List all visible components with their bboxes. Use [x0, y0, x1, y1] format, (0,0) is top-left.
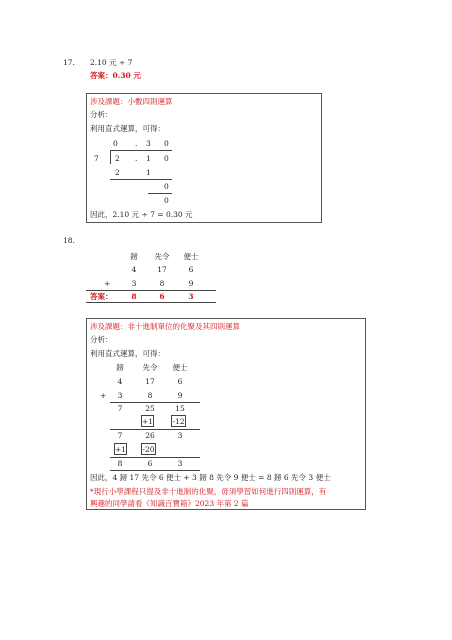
q18-box-row1-shilling: 17 — [145, 377, 155, 386]
q17-step-digit: 1 — [146, 168, 151, 177]
q18-carry-value: +1 — [141, 417, 154, 426]
q18-header-shilling: 先令 — [154, 252, 170, 261]
q18-box-result-pence: 3 — [177, 459, 183, 468]
q18-box-row3-pence: 15 — [175, 404, 185, 413]
q17-number: 17. — [63, 58, 75, 67]
q18-row1-pound: 4 — [131, 265, 137, 274]
q18-box-row2-shilling: 8 — [147, 391, 153, 400]
q17-quotient-point: . — [135, 139, 138, 148]
q18-box-row4-pound: 7 — [117, 431, 123, 440]
q17-question: 2.10 元 ÷ 7 — [90, 58, 133, 67]
q18-row2-pound: 3 — [131, 279, 137, 288]
q18-carry-value: -12 — [172, 417, 185, 426]
q18-carry-value: +1 — [114, 445, 127, 454]
q17-conclusion: 因此，2.10 元 ÷ 7 = 0.30 元 — [90, 210, 193, 219]
q18-box-row2-pound: 3 — [117, 391, 123, 400]
q18-box-header-pound: 鎊 — [116, 363, 124, 372]
q17-step-digit: 0 — [164, 196, 169, 205]
q18-box-result-pound: 8 — [117, 459, 123, 468]
q18-answer-pound: 8 — [131, 292, 137, 301]
q17-subtract-line — [110, 179, 172, 180]
q18-analysis-label: 分析： — [90, 335, 113, 344]
q17-quotient-digit: 0 — [164, 139, 169, 148]
q18-box-sum-line — [110, 470, 200, 471]
q18-box-header-shilling: 先令 — [142, 363, 158, 372]
q17-topic-title: 涉及課題：小數四則運算 — [90, 97, 173, 106]
q18-box-row3-pound: 7 — [117, 404, 123, 413]
q18-number: 18. — [63, 236, 75, 245]
q18-sum-line — [86, 302, 216, 303]
q18-header-pence: 便士 — [183, 252, 199, 261]
q17-step-digit: 0 — [164, 182, 169, 191]
q18-plus-sign: + — [104, 279, 111, 288]
q17-division-bar — [110, 150, 172, 151]
q17-dividend-point: . — [135, 154, 138, 163]
q18-row1-pence: 6 — [188, 265, 194, 274]
q18-box-header-pence: 便士 — [172, 363, 188, 372]
q18-box-row4-shilling: 26 — [145, 431, 155, 440]
q18-box-plus-sign: + — [100, 391, 107, 400]
q17-answer: 答案：0.30 元 — [90, 71, 141, 80]
q18-box-row1-pound: 4 — [117, 377, 123, 386]
q18-box-row2-pence: 9 — [177, 391, 183, 400]
q18-sum-line — [86, 290, 216, 291]
q18-conclusion: 因此，4 鎊 17 先令 6 便士 + 3 鎊 8 先令 9 便士 = 8 鎊 6 先令 3 便士 — [90, 473, 331, 482]
q18-note-line2: 興趣的同學請看《知識百寶箱》2023 年第 2 篇 — [90, 499, 249, 508]
q17-method-text: 利用直式運算，可得： — [90, 124, 165, 133]
q18-row2-pence: 9 — [188, 279, 194, 288]
q17-subtract-line — [148, 193, 172, 194]
q18-carry-value: -20 — [142, 445, 155, 454]
q18-box-sum-line — [110, 457, 200, 458]
q17-divisor: 7 — [94, 154, 99, 163]
q18-box-sum-line — [110, 429, 200, 430]
q18-row2-shilling: 8 — [159, 279, 165, 288]
q18-row1-shilling: 17 — [157, 265, 167, 274]
q18-answer-pence: 3 — [188, 292, 194, 301]
q17-analysis-label: 分析： — [90, 110, 113, 119]
q17-explanation-box — [86, 93, 322, 223]
q18-answer-label: 答案： — [90, 292, 113, 301]
q18-box-row3-shilling: 25 — [145, 404, 155, 413]
q17-quotient-digit: 0 — [113, 139, 118, 148]
q17-quotient-digit: 3 — [146, 139, 151, 148]
q18-topic-title: 涉及課題：非十進制單位的化聚及其四則運算 — [90, 322, 240, 331]
q17-dividend-digit: 2 — [115, 154, 120, 163]
q18-box-row1-pence: 6 — [177, 377, 183, 386]
q17-division-bracket — [110, 150, 111, 164]
q17-dividend-digit: 1 — [146, 154, 151, 163]
q17-step-digit: 2 — [115, 168, 120, 177]
q17-dividend-digit: 0 — [164, 154, 169, 163]
q18-answer-shilling: 6 — [159, 292, 165, 301]
q18-box-sum-line — [110, 402, 200, 403]
q18-header-pound: 鎊 — [130, 252, 138, 261]
q18-method-text: 利用直式運算，可得： — [90, 349, 165, 358]
q18-box-result-shilling: 6 — [147, 459, 153, 468]
q18-note-line1: *現行小學課程只提及非十進制的化聚，毋須學習如何進行四則運算，有 — [90, 487, 327, 496]
q18-box-row4-pence: 3 — [177, 431, 183, 440]
